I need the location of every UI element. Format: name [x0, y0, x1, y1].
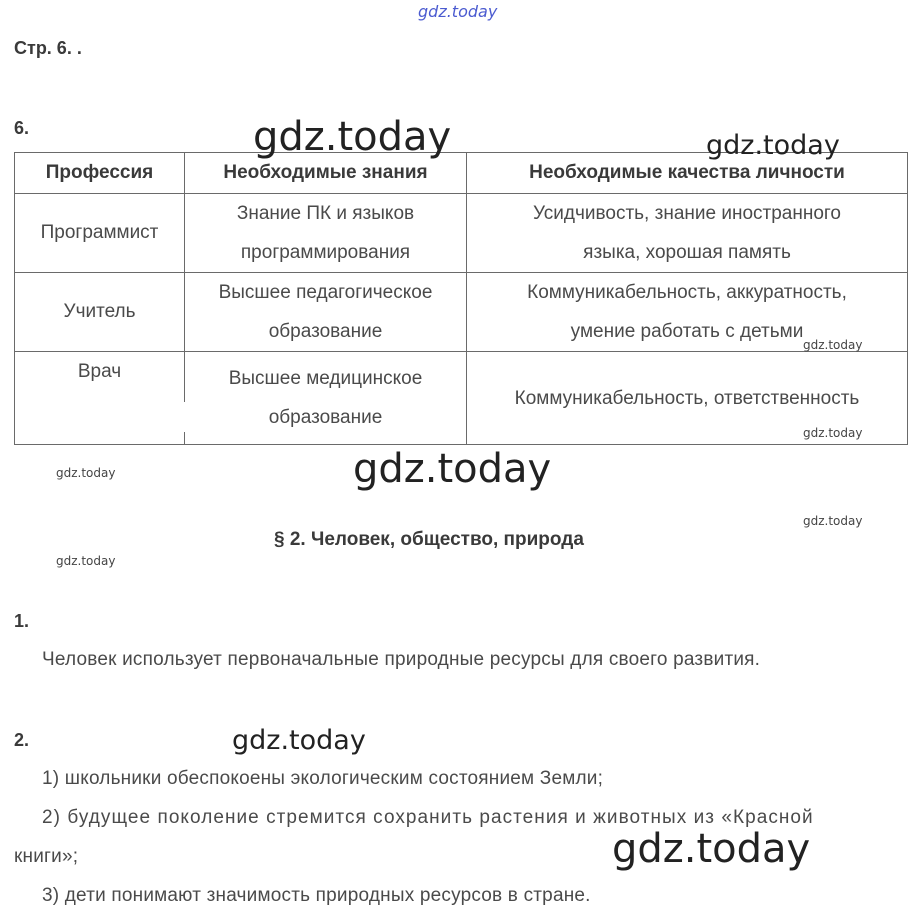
watermark-text: gdz.today	[232, 725, 366, 756]
watermark-text: gdz.today	[803, 338, 863, 352]
knowledge-cell	[185, 352, 467, 445]
table-row	[15, 352, 908, 445]
watermark-text: gdz.today	[253, 114, 452, 160]
watermark-text: gdz.today	[353, 446, 552, 492]
task-2-item-continuation: книги»;	[14, 846, 79, 867]
profession-cell: Программист	[15, 194, 185, 273]
knowledge-line: Высшее медицинское	[228, 368, 423, 389]
qualities-line: Усидчивость, знание иностранного	[533, 203, 841, 224]
task-1-text: Человек использует первоначальные природные ресурсы для своего развития.	[42, 649, 761, 670]
task-2-number: 2.	[14, 730, 30, 750]
professions-table	[14, 152, 908, 445]
task-2-item: 2) будущее поколение стремится сохранить растения и животных из «Красной	[42, 807, 814, 828]
watermark-text: gdz.today	[56, 554, 116, 568]
qualities-line: Коммуникабельность, аккуратность,	[527, 282, 847, 303]
profession-cell: Учитель	[15, 273, 185, 352]
watermark-text: gdz.today	[612, 826, 811, 872]
watermark-text: gdz.today	[706, 130, 840, 161]
watermark-text: gdz.today	[418, 2, 498, 21]
section-title: § 2. Человек, общество, природа	[274, 529, 584, 550]
profession-cell: Врач	[15, 352, 185, 445]
qualities-line: языка, хорошая память	[583, 242, 791, 263]
border-gap	[182, 402, 187, 432]
watermark-text: gdz.today	[56, 466, 116, 480]
knowledge-line: образование	[268, 321, 383, 342]
header-qualities: Необходимые качества личности	[467, 153, 908, 194]
header-profession: Профессия	[15, 153, 185, 194]
task-2-item: 1) школьники обеспокоены экологическим состоянием Земли;	[42, 768, 604, 789]
watermark-text: gdz.today	[803, 514, 863, 528]
qualities-cell	[467, 194, 908, 273]
task-2-item: 3) дети понимают значимость природных ресурсов в стране.	[42, 885, 591, 906]
knowledge-line: образование	[268, 407, 383, 428]
header-knowledge: Необходимые знания	[185, 153, 467, 194]
watermark-text: gdz.today	[803, 426, 863, 440]
task-1-number: 1.	[14, 611, 30, 631]
knowledge-cell	[185, 273, 467, 352]
table-row	[15, 273, 908, 352]
page-reference: Стр. 6. .	[14, 38, 82, 58]
task-6-number: 6.	[14, 118, 30, 138]
knowledge-line: Высшее педагогическое	[218, 282, 433, 303]
knowledge-line: программирования	[240, 242, 411, 263]
qualities-line: умение работать с детьми	[570, 321, 804, 342]
table-row	[15, 194, 908, 273]
knowledge-cell	[185, 194, 467, 273]
knowledge-line: Знание ПК и языков	[236, 203, 415, 224]
qualities-line: Коммуникабельность, ответственность	[514, 387, 860, 409]
